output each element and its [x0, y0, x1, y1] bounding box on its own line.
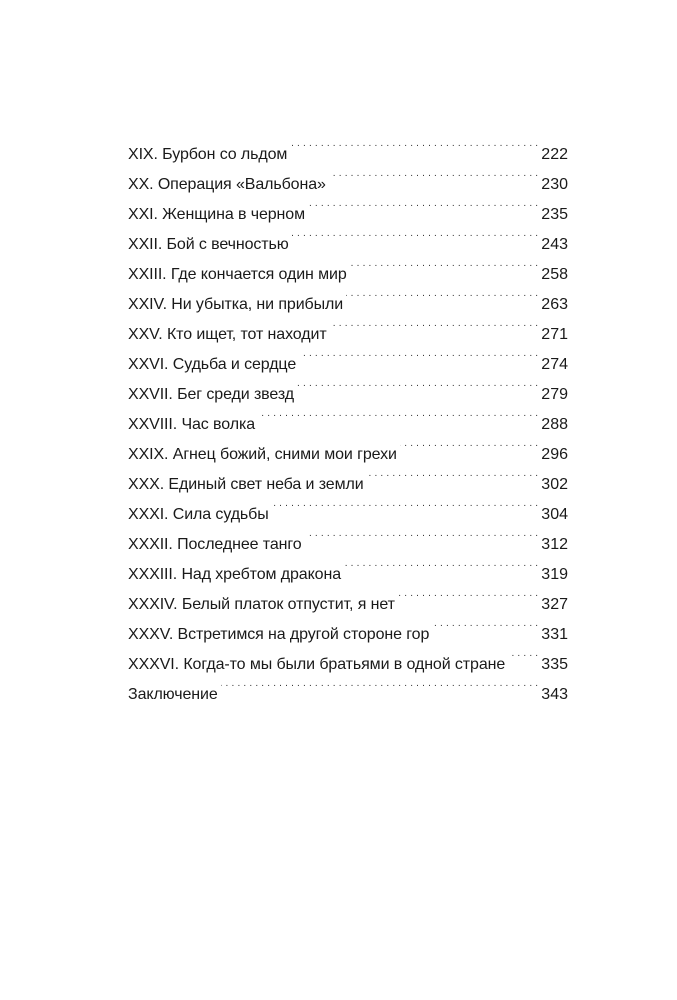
dot-leader [290, 143, 538, 159]
toc-entry-title: XXVII. Бег среди звезд [128, 386, 294, 403]
toc-entry-title: XXI. Женщина в черном [128, 206, 305, 223]
dot-leader [299, 353, 538, 369]
dot-leader [305, 533, 539, 549]
toc-entry[interactable] [128, 590, 568, 620]
toc-entry[interactable] [128, 230, 568, 260]
dot-leader [344, 563, 538, 579]
toc-entry[interactable] [128, 530, 568, 560]
table-of-contents [128, 140, 568, 710]
toc-entry[interactable] [128, 440, 568, 470]
toc-entry-title: XXX. Единый свет неба и земли [128, 476, 364, 493]
toc-entry-page: 304 [541, 506, 568, 523]
dot-leader [400, 443, 538, 459]
toc-entry-title: XXIII. Где кончается один мир [128, 266, 347, 283]
dot-leader [432, 623, 538, 639]
toc-entry-title: XXXI. Сила судьбы [128, 506, 269, 523]
dot-leader [272, 503, 539, 519]
dot-leader [508, 653, 538, 669]
toc-entry[interactable] [128, 620, 568, 650]
toc-entry-page: 288 [541, 416, 568, 433]
toc-entry-page: 279 [541, 386, 568, 403]
toc-entry-title: XXV. Кто ищет, тот находит [128, 326, 327, 343]
toc-entry[interactable] [128, 410, 568, 440]
toc-entry-title: XXVIII. Час волка [128, 416, 256, 433]
toc-entry-page: 243 [541, 236, 568, 253]
toc-entry-title: Заключение [128, 686, 218, 703]
dot-leader [292, 233, 539, 249]
toc-entry-page: 319 [541, 566, 568, 583]
toc-entry-page: 274 [541, 356, 568, 373]
toc-entry-page: 312 [541, 536, 568, 553]
dot-leader [398, 593, 538, 609]
toc-entry[interactable] [128, 170, 568, 200]
toc-entry-title: XXVI. Судьба и сердце [128, 356, 297, 373]
toc-entry[interactable] [128, 380, 568, 410]
dot-leader [329, 173, 539, 189]
toc-entry-page: 235 [541, 206, 568, 223]
dot-leader [330, 323, 539, 339]
dot-leader [258, 413, 538, 429]
toc-entry-page: 296 [541, 446, 568, 463]
toc-entry-title: XXXIII. Над хребтом дракона [128, 566, 341, 583]
toc-entry[interactable] [128, 470, 568, 500]
toc-entry[interactable] [128, 290, 568, 320]
toc-entry[interactable] [128, 350, 568, 380]
toc-entry-page: 335 [541, 656, 568, 673]
toc-entry-page: 302 [541, 476, 568, 493]
toc-entry[interactable] [128, 260, 568, 290]
toc-entry[interactable] [128, 200, 568, 230]
dot-leader [221, 683, 539, 699]
toc-entry[interactable] [128, 140, 568, 170]
dot-leader [367, 473, 539, 489]
toc-entry-page: 327 [541, 596, 568, 613]
toc-entry-page: 222 [541, 146, 568, 163]
toc-entry-title: XXXV. Встретимся на другой стороне гор [128, 626, 430, 643]
toc-entry-title: XIX. Бурбон со льдом [128, 146, 288, 163]
toc-entry[interactable] [128, 320, 568, 350]
toc-entry-title: XXIV. Ни убытка, ни прибыли [128, 296, 344, 313]
toc-entry[interactable] [128, 560, 568, 590]
toc-entry-page: 343 [541, 686, 568, 703]
toc-entry-page: 263 [541, 296, 568, 313]
toc-entry[interactable] [128, 500, 568, 530]
toc-entry-page: 258 [541, 266, 568, 283]
toc-entry-title: XXXVI. Когда-то мы были братьями в одной стране [128, 656, 506, 673]
toc-entry-title: XX. Операция «Вальбона» [128, 176, 326, 193]
dot-leader [297, 383, 538, 399]
toc-entry-page: 230 [541, 176, 568, 193]
toc-entry[interactable] [128, 680, 568, 710]
toc-entry-title: XXIX. Агнец божий, сними мои грехи [128, 446, 397, 463]
dot-leader [350, 263, 539, 279]
dot-leader [308, 203, 538, 219]
toc-entry-page: 271 [541, 326, 568, 343]
toc-entry-title: XXXII. Последнее танго [128, 536, 302, 553]
dot-leader [346, 293, 538, 309]
toc-entry-page: 331 [541, 626, 568, 643]
toc-entry-title: XXII. Бой с вечностью [128, 236, 289, 253]
toc-entry[interactable] [128, 650, 568, 680]
toc-entry-title: XXXIV. Белый платок отпустит, я нет [128, 596, 395, 613]
